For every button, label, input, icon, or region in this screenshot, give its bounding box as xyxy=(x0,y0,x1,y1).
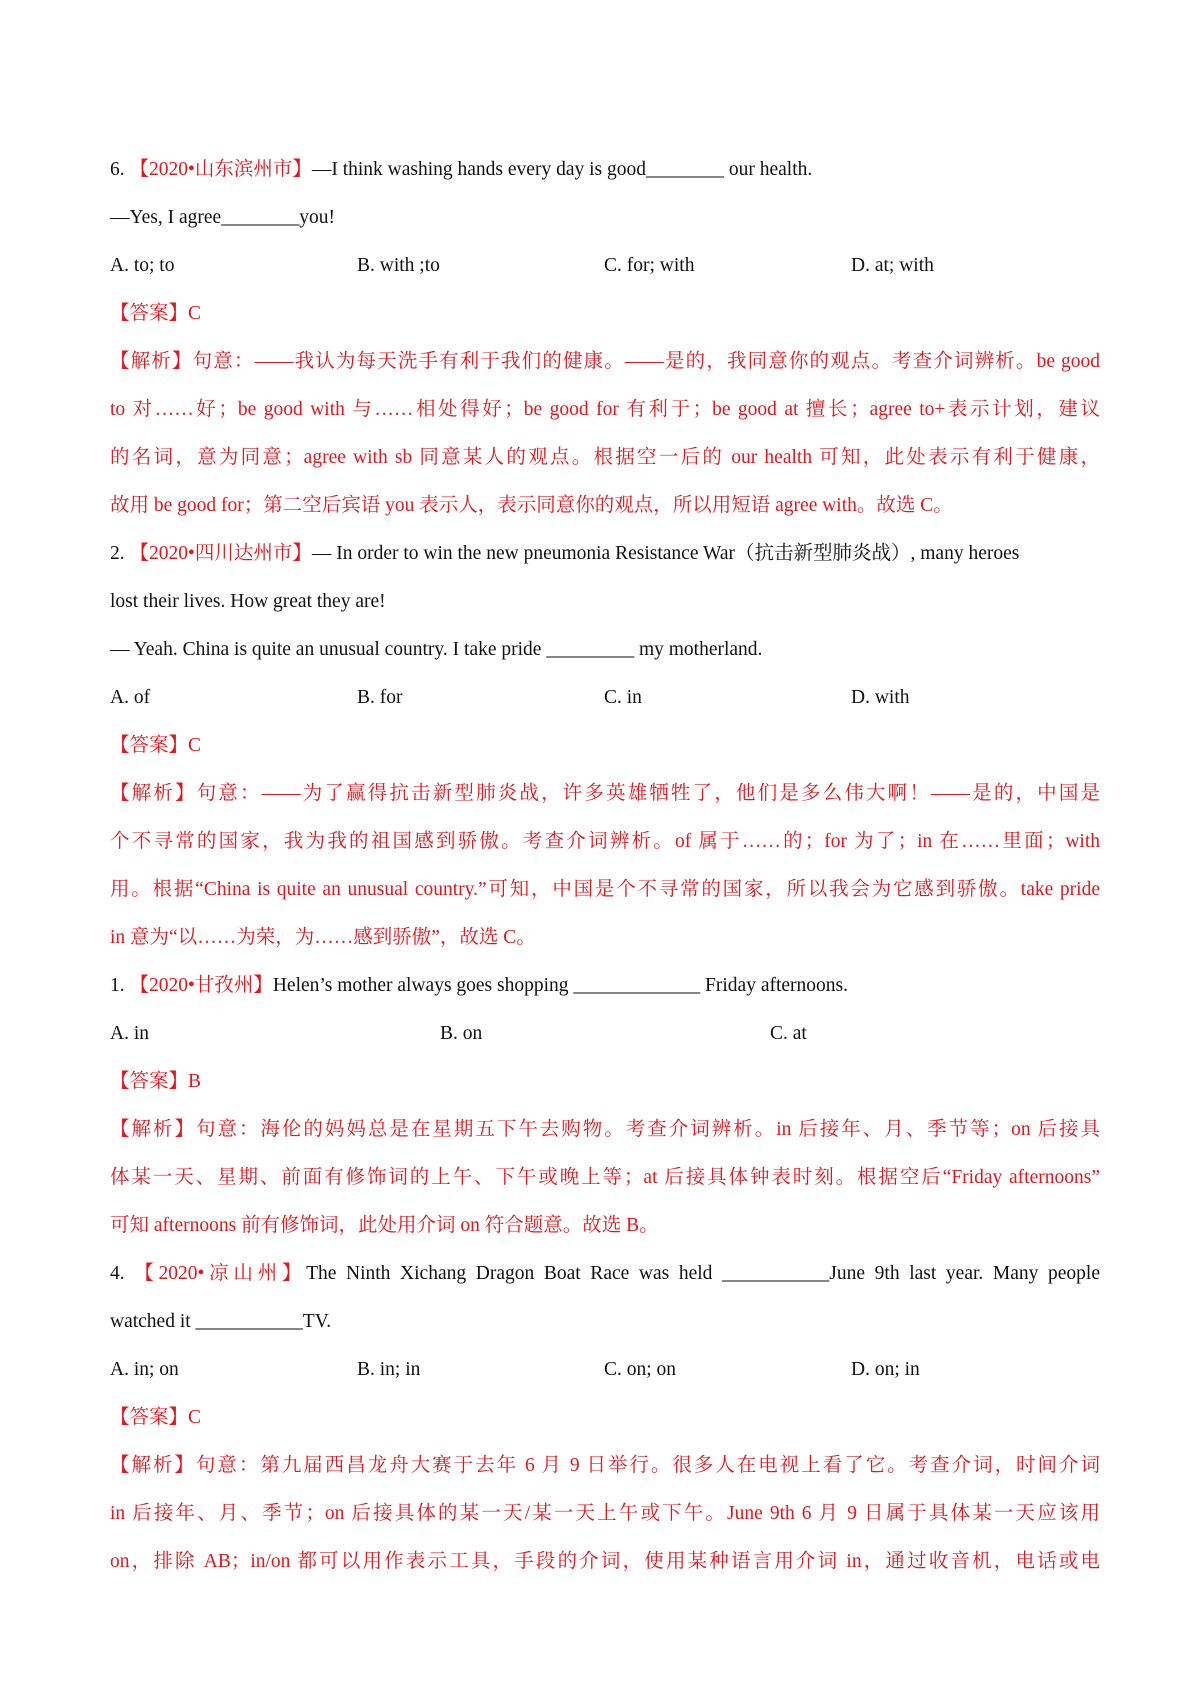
option-c: C. in xyxy=(604,687,642,708)
document-page xyxy=(110,146,1100,1586)
question-stem xyxy=(110,530,1100,578)
analysis-line: 体某一天、星期、前面有修饰词的上午、下午或晚上等；at 后接具体钟表时刻。根据空后“Friday afternoons” xyxy=(110,1167,1100,1188)
option-c: C. at xyxy=(770,1023,807,1044)
answer-key: 【答案】C xyxy=(110,735,202,756)
option-d: D. with xyxy=(851,687,910,708)
analysis-line: 的名词，意为同意；agree with sb 同意某人的观点。根据空一后的 our health 可知，此处表示有利于健康， xyxy=(110,447,1100,468)
analysis-line: 故用 be good for；第二空后宾语 you 表示人，表示同意你的观点，所以用短语 agree with。故选 C。 xyxy=(110,495,953,516)
option-d: D. on; in xyxy=(851,1359,920,1380)
analysis-line: 【解析】句意：——我认为每天洗手有利于我们的健康。——是的，我同意你的观点。考查介词辨析。be good xyxy=(110,351,1100,372)
option-b: B. on xyxy=(440,1023,483,1044)
question-text: The Ninth Xichang Dragon Boat Race was held ___________June 9th last year. Many people xyxy=(306,1263,1100,1284)
question-number: 1. xyxy=(110,975,125,996)
analysis-line: on，排除 AB；in/on 都可以用作表示工具，手段的介词，使用某种语言用介词 in，通过收音机，电话或电 xyxy=(110,1551,1100,1572)
question-source: 【2020•甘孜州】 xyxy=(129,975,273,996)
option-d: D. at; with xyxy=(851,255,934,276)
analysis-line: 【解析】句意：海伦的妈妈总是在星期五下午去购物。考查介词辨析。in 后接年、月、季节等；on 后接具 xyxy=(110,1119,1100,1140)
option-b: B. with ;to xyxy=(357,255,440,276)
question-text: Helen’s mother always goes shopping _____________ Friday afternoons. xyxy=(272,975,848,996)
answer-key: 【答案】B xyxy=(110,1071,202,1092)
question-text: —I think washing hands every day is good________ our health. xyxy=(311,159,813,180)
analysis-line: 【解析】句意：——为了赢得抗击新型肺炎战，许多英雄牺牲了，他们是多么伟大啊！——是的，中国是 xyxy=(110,783,1100,804)
answer-options xyxy=(110,242,1100,290)
analysis-line: in 意为“以……为荣，为……感到骄傲”，故选 C。 xyxy=(110,927,536,948)
question-text-line: —Yes, I agree________you! xyxy=(110,207,335,228)
question-text: — In order to win the new pneumonia Resistance War（抗击新型肺炎战）, many heroes xyxy=(311,543,1020,564)
option-a: A. to; to xyxy=(110,255,175,276)
question-source: 【2020•凉山州】 xyxy=(134,1263,307,1284)
option-a: A. in; on xyxy=(110,1359,179,1380)
question-source: 【2020•四川达州市】 xyxy=(129,543,312,564)
option-b: B. in; in xyxy=(357,1359,421,1380)
answer-key: 【答案】C xyxy=(110,303,202,324)
answer-key: 【答案】C xyxy=(110,1407,202,1428)
question-text-line: — Yeah. China is quite an unusual country. I take pride _________ my motherland. xyxy=(110,639,763,660)
question-text-line: watched it ___________TV. xyxy=(110,1311,332,1332)
analysis-line: to 对……好；be good with 与……相处得好；be good for 有利于；be good at 擅长；agree to+表示计划，建议 xyxy=(110,399,1100,420)
question-stem xyxy=(110,146,1100,194)
question-source: 【2020•山东滨州市】 xyxy=(129,159,312,180)
question-text-line: lost their lives. How great they are! xyxy=(110,591,386,612)
analysis-line: 个不寻常的国家，我为我的祖国感到骄傲。考查介词辨析。of 属于……的；for 为了；in 在……里面；with xyxy=(110,831,1100,852)
question-1 xyxy=(110,962,1100,1250)
answer-options xyxy=(110,1346,1100,1394)
question-stem xyxy=(110,1250,1100,1298)
option-c: C. for; with xyxy=(604,255,695,276)
option-a: A. of xyxy=(110,687,151,708)
question-number: 4. xyxy=(110,1263,125,1284)
answer-options xyxy=(110,674,1100,722)
analysis-line: 【解析】句意：第九届西昌龙舟大赛于去年 6 月 9 日举行。很多人在电视上看了它。考查介词，时间介词 xyxy=(110,1455,1100,1476)
question-number: 6. xyxy=(110,159,125,180)
question-4 xyxy=(110,1250,1100,1586)
answer-options xyxy=(110,1010,1100,1058)
analysis-line: in 后接年、月、季节；on 后接具体的某一天/某一天上午或下午。June 9th 6 月 9 日属于具体某一天应该用 xyxy=(110,1503,1100,1524)
analysis-line: 可知 afternoons 前有修饰词，此处用介词 on 符合题意。故选 B。 xyxy=(110,1215,659,1236)
option-a: A. in xyxy=(110,1023,149,1044)
question-6 xyxy=(110,146,1100,530)
option-c: C. on; on xyxy=(604,1359,677,1380)
option-b: B. for xyxy=(357,687,403,708)
analysis-line: 用。根据“China is quite an unusual country.”可知，中国是个不寻常的国家，所以我会为它感到骄傲。take pride xyxy=(110,879,1100,900)
question-number: 2. xyxy=(110,543,125,564)
question-2 xyxy=(110,530,1100,962)
question-stem xyxy=(110,962,1100,1010)
